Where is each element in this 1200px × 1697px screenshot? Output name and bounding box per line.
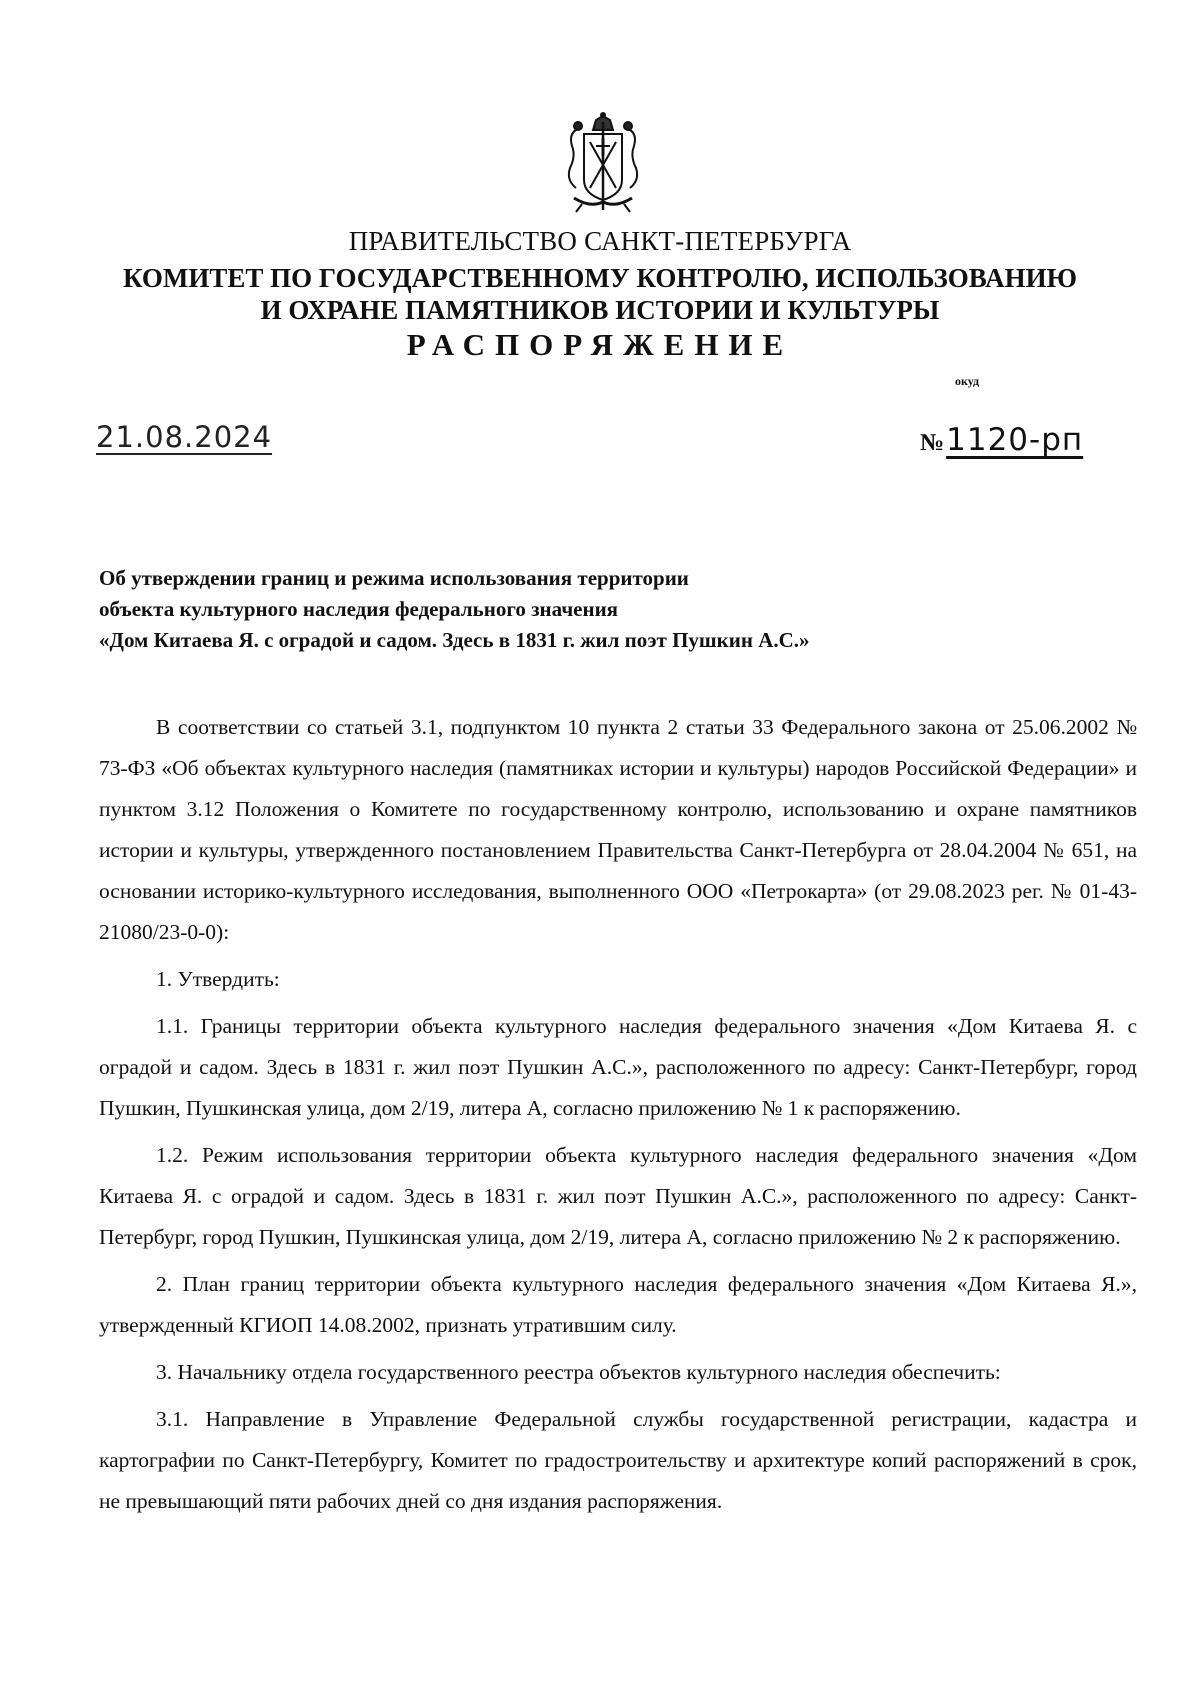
- document-body: [99, 707, 1137, 1522]
- committee-name-line-1: КОМИТЕТ ПО ГОСУДАРСТВЕННОМУ КОНТРОЛЮ, ИСПОЛЬЗОВАНИЮ: [123, 263, 1077, 293]
- document-date: 21.08.2024: [96, 420, 273, 454]
- paragraph-item-3-1: 3.1. Направление в Управление Федеральной службы государственной регистрации, кадастра и картографии по Санкт-Петербургу, Комитет по градостроительству и архитектуре копий распоряжений в срок, не превышающий пяти рабочих дней со дня издания распоряжения.: [99, 1407, 1137, 1513]
- subject-line-1: Об утверждении границ и режима использования территории: [99, 566, 689, 590]
- paragraph-item-1: 1. Утвердить:: [156, 967, 280, 991]
- document-number-value: 1120-рп: [946, 422, 1084, 458]
- document-number: [920, 422, 1083, 458]
- paragraph-item-1-1: 1.1. Границы территории объекта культурного наследия федерального значения «Дом Китаева Я. с оградой и садом. Здесь в 1831 г. жил поэт Пушкин А.С.», расположенного по адресу: Санкт-Петербург, город Пушкин, Пушкинская улица, дом 2/19, литера А, согласно приложению № 1 к распоряжению.: [99, 1014, 1137, 1120]
- subject-line-2: объекта культурного наследия федерального значения: [99, 597, 619, 621]
- committee-name-line-2: И ОХРАНЕ ПАМЯТНИКОВ ИСТОРИИ И КУЛЬТУРЫ: [260, 295, 940, 325]
- government-name: ПРАВИТЕЛЬСТВО САНКТ-ПЕТЕРБУРГА: [348, 226, 852, 256]
- paragraph-item-2: 2. План границ территории объекта культурного наследия федерального значения «Дом Китаева Я.», утвержденный КГИОП 14.08.2002, признать утратившим силу.: [99, 1272, 1137, 1337]
- okud-label: окуд: [955, 374, 980, 388]
- subject-line-3: «Дом Китаева Я. с оградой и садом. Здесь в 1831 г. жил поэт Пушкин А.С.»: [99, 628, 810, 652]
- committee-name: [0, 262, 1200, 326]
- number-sign: №: [920, 430, 945, 456]
- paragraph-item-3: 3. Начальнику отдела государственного реестра объектов культурного наследия обеспечить:: [156, 1360, 1001, 1384]
- saint-petersburg-coat-of-arms-icon: [560, 112, 646, 216]
- paragraph-preamble: В соответствии со статьей 3.1, подпунктом 10 пункта 2 статьи 33 Федерального закона от 25.06.2002 № 73-ФЗ «Об объектах культурного наследия (памятниках истории и культуры) народов Российской Федерации» и пунктом 3.12 Положения о Комитете по государственному контролю, использованию и охране памятников истории и культуры, утвержденного постановлением Правительства Санкт-Петербурга от 28.04.2004 № 651, на основании историко-культурного исследования, выполненного ООО «Петрокарта» (от 29.08.2023 рег. № 01-43-21080/23-0-0):: [99, 715, 1137, 944]
- document-subject: [99, 563, 999, 656]
- paragraph-item-1-2: 1.2. Режим использования территории объекта культурного наследия федерального значения «Дом Китаева Я. с оградой и садом. Здесь в 1831 г. жил поэт Пушкин А.С.», расположенного по адресу: Санкт-Петербург, город Пушкин, Пушкинская улица, дом 2/19, литера А, согласно приложению № 2 к распоряжению.: [99, 1143, 1137, 1249]
- document-type-title: РАСПОРЯЖЕНИЕ: [406, 327, 794, 362]
